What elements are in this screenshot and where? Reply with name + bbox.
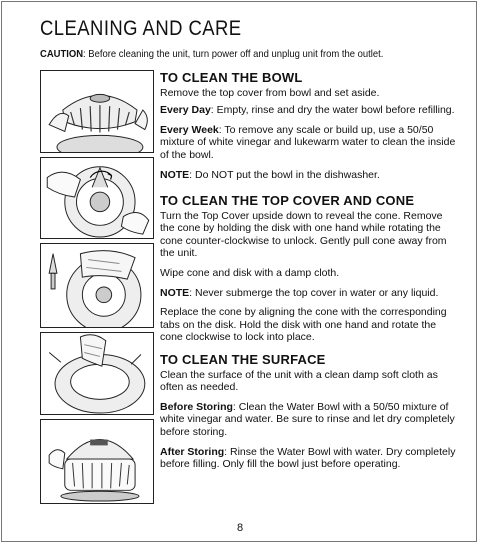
- bowl-note-label: NOTE: [160, 168, 190, 181]
- cone-note-label: NOTE: [160, 286, 190, 299]
- cone-replace: Replace the cone by aligning the cone with the corresponding tabs on the disk. Hold the disk with one hand and rotate the cone clockwise to lock into place.: [160, 306, 447, 344]
- every-day-text: : Empty, rinse and dry the water bowl before refilling.: [210, 104, 455, 117]
- bowl-intro: Remove the top cover from bowl and set aside.: [160, 86, 380, 99]
- caution-line: [40, 48, 383, 60]
- every-day-label: Every Day: [160, 104, 211, 117]
- bowl-cover-drawing: [41, 71, 153, 152]
- cone-note: [160, 287, 456, 300]
- section-heading-bowl: TO CLEAN THE BOWL: [160, 70, 303, 85]
- every-week-text: : To remove any scale or build up, use a 50/50 mixture of white vinegar and lukewarm water to clean the inside of the bowl.: [160, 123, 456, 161]
- page-number: 8: [236, 522, 244, 534]
- after-storing-text: : Rinse the Water Bowl with water. Dry completely before filling. Only fill the bowl just before operating.: [160, 445, 456, 471]
- bowl-every-day: [160, 104, 456, 117]
- illustration-wipe-disk: [40, 243, 154, 328]
- cone-drawing: [41, 158, 153, 238]
- bowl-every-week: [160, 124, 456, 162]
- illustration-remove-cone: [40, 157, 154, 239]
- bowl-note-text: : Do NOT put the bowl in the dishwasher.: [189, 168, 380, 181]
- bowl-note: [160, 169, 456, 182]
- illustration-assembled-unit: [40, 419, 154, 504]
- before-storing-text: : Clean the Water Bowl with a 50/50 mixture of white vinegar and water. Be sure to rinse and let dry completely before storing.: [160, 400, 455, 438]
- before-storing-label: Before Storing: [160, 400, 233, 413]
- manual-page: [1, 1, 477, 542]
- surface-intro: Clean the surface of the unit with a clean damp soft cloth as often as needed.: [160, 368, 438, 394]
- cone-intro: Turn the Top Cover upside down to reveal the cone. Remove the cone by holding the disk with one hand while rotating the cone counter-clockwise to unlock. Gently pull cone away from the unit.: [160, 209, 447, 260]
- disk-wipe-drawing: [41, 244, 153, 327]
- surface-wipe-drawing: [41, 333, 153, 414]
- illustration-remove-cover: [40, 70, 154, 153]
- after-storing-label: After Storing: [160, 445, 225, 458]
- section-heading-surface: TO CLEAN THE SURFACE: [160, 352, 326, 367]
- section-clean-bowl: [160, 72, 456, 188]
- surface-before-storing: [160, 401, 456, 439]
- humidifier-drawing: [41, 420, 153, 503]
- section-clean-cone: [160, 195, 456, 351]
- cone-wipe: Wipe cone and disk with a damp cloth.: [160, 266, 340, 279]
- illustration-wipe-surface: [40, 332, 154, 415]
- caution-label: CAUTION: [40, 48, 84, 60]
- surface-after-storing: [160, 446, 456, 471]
- section-heading-cone: TO CLEAN THE TOP COVER AND CONE: [160, 193, 415, 208]
- page-title: CLEANING AND CARE: [40, 17, 242, 40]
- caution-text: : Before cleaning the unit, turn power off and unplug unit from the outlet.: [83, 48, 384, 60]
- cone-note-text: : Never submerge the top cover in water or any liquid.: [189, 286, 439, 299]
- section-clean-surface: [160, 354, 456, 478]
- every-week-label: Every Week: [160, 123, 219, 136]
